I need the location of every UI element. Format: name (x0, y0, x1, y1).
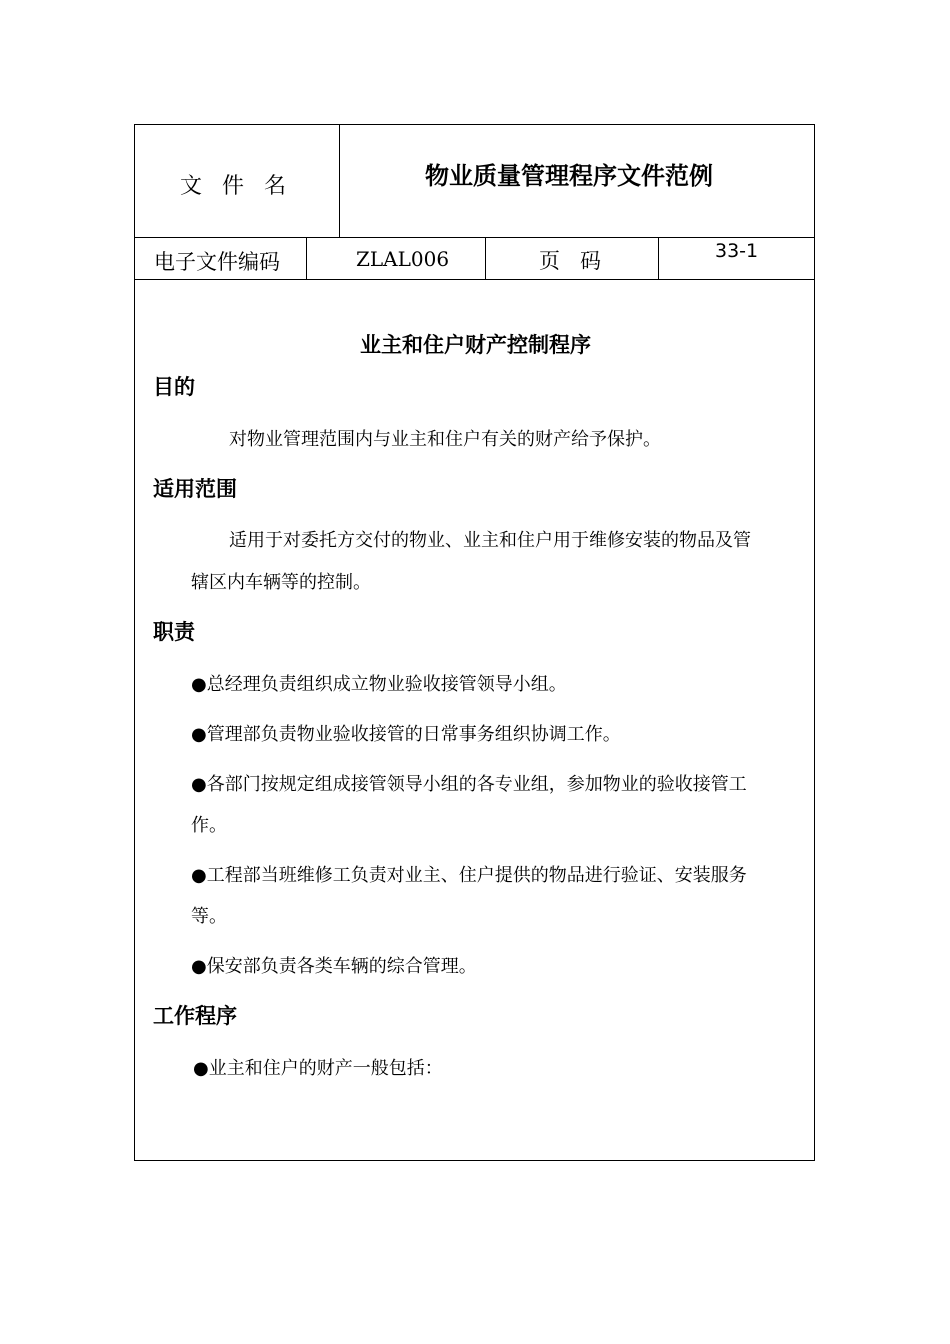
heading-responsibilities: 职责 (153, 620, 195, 644)
header-divider-1 (135, 237, 814, 238)
code-column-divider-2 (485, 237, 486, 279)
list-item-continuation: 作。 (191, 815, 227, 836)
header-divider-2 (135, 279, 814, 280)
heading-purpose: 目的 (153, 375, 195, 399)
title-column-divider (339, 125, 340, 237)
list-item: ●业主和住户的财产一般包括： (193, 1058, 443, 1079)
purpose-text: 对物业管理范围内与业主和住户有关的财产给予保护。 (229, 429, 661, 450)
heading-procedure: 工作程序 (153, 1004, 237, 1028)
scope-text-line-2: 辖区内车辆等的控制。 (191, 572, 371, 593)
document-frame (134, 124, 815, 1161)
file-title: 物业质量管理程序文件范例 (425, 162, 713, 190)
list-item: ●工程部当班维修工负责对业主、住户提供的物品进行验证、安装服务 (191, 865, 747, 886)
file-name-label: 文件名 (180, 174, 307, 199)
list-item: ●各部门按规定组成接管领导小组的各专业组，参加物业的验收接管工 (191, 774, 747, 795)
section-title: 业主和住户财产控制程序 (360, 333, 591, 357)
list-item: ●总经理负责组织成立物业验收接管领导小组。 (191, 674, 567, 695)
scope-text-line-1: 适用于对委托方交付的物业、业主和住户用于维修安装的物品及管 (229, 530, 751, 551)
code-value: ZLAL006 (356, 247, 450, 271)
code-column-divider-1 (306, 237, 307, 279)
list-item-continuation: 等。 (191, 906, 227, 927)
code-column-divider-3 (658, 237, 659, 279)
page-label: 页码 (539, 249, 621, 273)
code-label: 电子文件编码 (154, 250, 280, 274)
list-item: ●保安部负责各类车辆的综合管理。 (191, 956, 477, 977)
heading-scope: 适用范围 (153, 477, 237, 501)
list-item: ●管理部负责物业验收接管的日常事务组织协调工作。 (191, 724, 621, 745)
page-value: 33-1 (715, 240, 759, 262)
